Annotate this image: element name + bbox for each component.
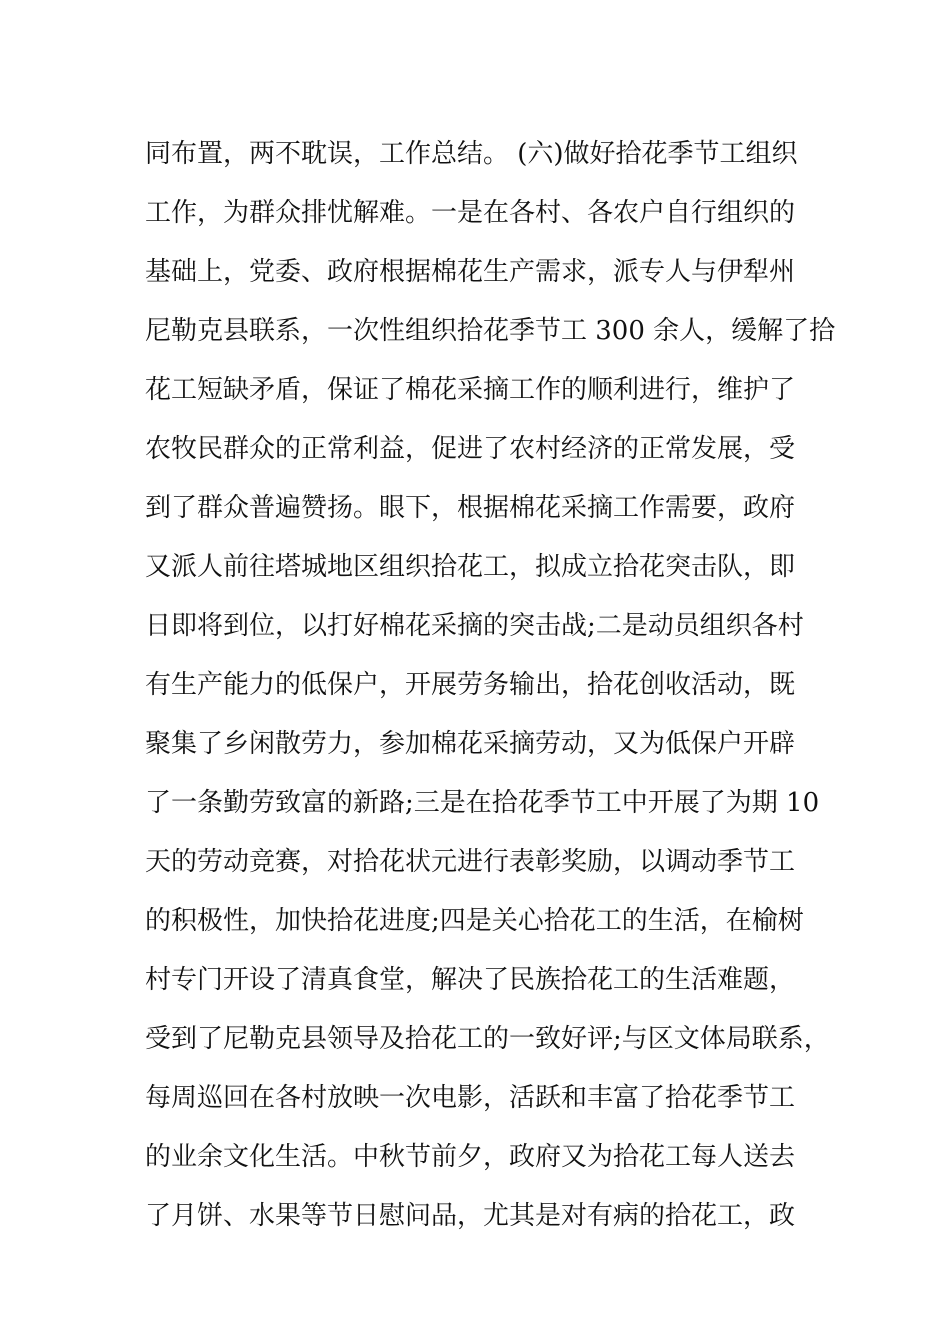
text-line: 日即将到位，以打好棉花采摘的突击战;二是动员组织各村 xyxy=(145,611,804,641)
text-line: 农牧民群众的正常利益，促进了农村经济的正常发展，受 xyxy=(145,434,796,464)
text-line: 了月饼、水果等节日慰问品，尤其是对有病的拾花工，政 xyxy=(145,1201,796,1231)
text-line: 了一条勤劳致富的新路;三是在拾花季节工中开展了为期 10 xyxy=(145,788,820,818)
text-line: 受到了尼勒克县领导及拾花工的一致好评;与区文体局联系， xyxy=(145,1024,830,1054)
text-line: 尼勒克县联系，一次性组织拾花季节工 300 余人，缓解了拾 xyxy=(145,316,836,346)
text-line: 花工短缺矛盾，保证了棉花采摘工作的顺利进行，维护了 xyxy=(145,375,796,405)
body-text xyxy=(145,125,836,1246)
text-line: 工作，为群众排忧解难。一是在各村、各农户自行组织的 xyxy=(145,198,796,228)
text-line: 有生产能力的低保户，开展劳务输出，拾花创收活动，既 xyxy=(145,670,796,700)
text-line: 又派人前往塔城地区组织拾花工，拟成立拾花突击队，即 xyxy=(145,552,796,582)
text-line: 村专门开设了清真食堂，解决了民族拾花工的生活难题， xyxy=(145,965,796,995)
text-line: 每周巡回在各村放映一次电影，活跃和丰富了拾花季节工 xyxy=(145,1083,796,1113)
text-line: 聚集了乡闲散劳力，参加棉花采摘劳动，又为低保户开辟 xyxy=(145,729,796,759)
text-line: 到了群众普遍赞扬。眼下，根据棉花采摘工作需要，政府 xyxy=(145,493,796,523)
text-line: 基础上，党委、政府根据棉花生产需求，派专人与伊犁州 xyxy=(145,257,796,287)
text-line: 的业余文化生活。中秋节前夕，政府又为拾花工每人送去 xyxy=(145,1142,796,1172)
text-line: 同布置，两不耽误，工作总结。 (六)做好拾花季节工组织 xyxy=(145,139,798,169)
text-line: 天的劳动竞赛，对拾花状元进行表彰奖励，以调动季节工 xyxy=(145,847,796,877)
text-line: 的积极性，加快拾花进度;四是关心拾花工的生活，在榆树 xyxy=(145,906,804,936)
